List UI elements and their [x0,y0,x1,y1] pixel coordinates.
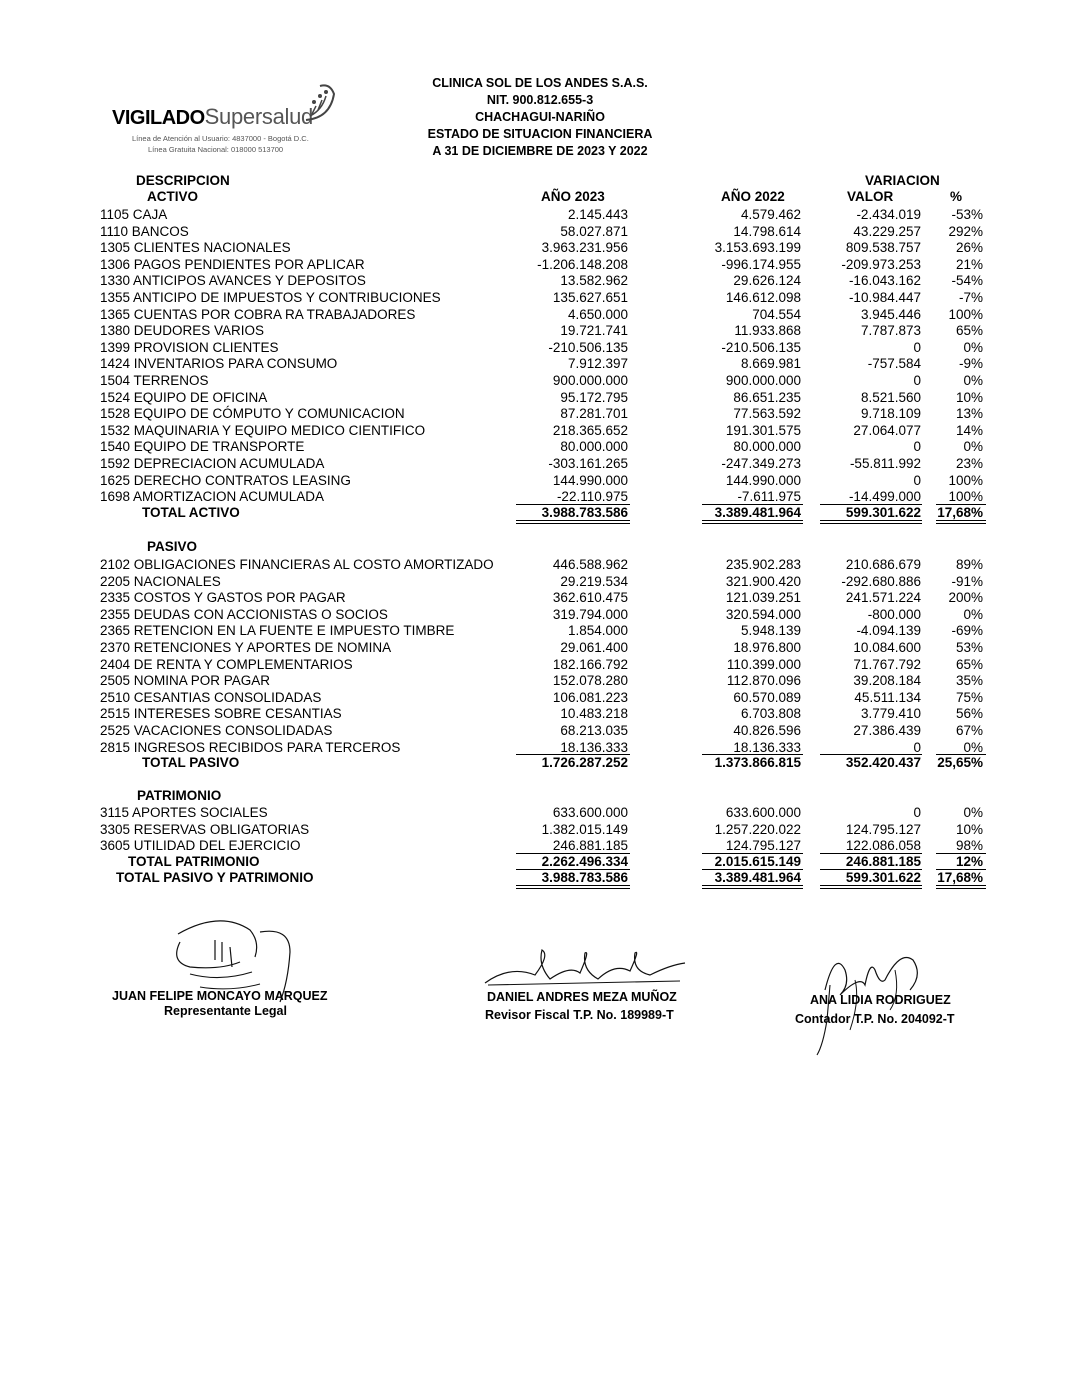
row-amount-2023: 68.213.035 [560,723,628,738]
logo-brand-bold: VIGILADO [112,107,205,129]
row-amount-2023: 58.027.871 [560,223,628,239]
total-pp-2022: 3.389.481.964 [714,870,801,885]
row-variacion-valor: 0 [913,339,921,355]
total-pasivo-patrimonio-row [0,869,1066,886]
row-variacion-valor: -800.000 [867,606,921,622]
total-pasivo-patrimonio-label: TOTAL PASIVO Y PATRIMONIO [116,870,314,885]
row-description: 1592 DEPRECIACION ACUMULADA [100,456,325,471]
total-pasivo-row [0,754,1066,771]
row-amount-2022: 80.000.000 [733,439,801,455]
table-row [0,837,1066,854]
table-row [0,422,1066,439]
row-amount-2023: 362.610.475 [552,590,628,606]
row-amount-2022: 112.870.096 [726,673,801,689]
row-description: 2510 CESANTIAS CONSOLIDADAS [100,689,322,705]
row-amount-2023: 10.483.218 [560,706,628,722]
row-amount-2023: -1.206.148.208 [537,256,628,272]
row-amount-2022: -7.611.975 [737,489,801,505]
table-row [0,389,1066,406]
signature-fiscal-icon [480,945,690,990]
double-underline [820,520,922,524]
row-variacion-valor: 27.386.439 [853,723,921,738]
report-date: A 31 DE DICIEMBRE DE 2023 Y 2022 [432,144,648,158]
row-description: 1355 ANTICIPO DE IMPUESTOS Y CONTRIBUCIONES [100,290,441,305]
contador-name: ANA LIDIA RODRIGUEZ [810,993,951,1007]
row-description: 1540 EQUIPO DE TRANSPORTE [100,439,305,455]
row-variacion-pct: 13% [955,406,983,422]
row-amount-2023: 13.582.962 [560,273,628,289]
row-amount-2023: 4.650.000 [567,306,628,322]
row-amount-2022: 235.902.283 [725,557,801,572]
row-description: 1110 BANCOS [100,223,189,239]
row-variacion-pct: 292% [948,223,983,239]
row-variacion-valor: 9.718.109 [860,406,921,422]
row-amount-2022: -247.349.273 [721,456,801,471]
row-variacion-valor: 7.787.873 [860,323,921,339]
row-amount-2023: 633.600.000 [552,805,628,820]
row-variacion-pct: -91% [951,573,983,589]
row-description: 1399 PROVISION CLIENTES [100,339,279,355]
col-descripcion: DESCRIPCION [136,173,230,188]
row-amount-2023: 182.166.792 [552,656,628,672]
row-variacion-pct: 21% [955,256,983,272]
table-row [0,821,1066,838]
row-description: 2404 DE RENTA Y COMPLEMENTARIOS [100,656,353,672]
row-variacion-valor: 0 [913,739,921,755]
double-underline [936,520,986,524]
row-variacion-valor: 45.511.134 [854,689,921,705]
row-amount-2022: 320.594.000 [725,606,801,622]
row-amount-2022: 704.554 [752,306,801,322]
row-amount-2023: 144.990.000 [552,472,628,488]
row-amount-2022: 8.669.981 [740,356,801,372]
company-name: CLINICA SOL DE LOS ANDES S.A.S. [432,76,648,90]
row-amount-2022: 86.651.235 [733,389,801,405]
row-variacion-pct: 35% [955,673,983,689]
row-amount-2023: 900.000.000 [552,373,628,388]
row-amount-2023: 246.881.185 [552,838,628,854]
row-variacion-valor: -4.094.139 [856,623,921,639]
row-amount-2023: -210.506.135 [548,339,628,355]
row-amount-2022: 900.000.000 [725,373,801,388]
row-amount-2023: 218.365.652 [552,422,628,438]
logo-line-2: Línea Gratuita Nacional: 018000 513700 [148,145,284,154]
total-activo-2023: 3.988.783.586 [541,505,628,520]
row-description: 1105 CAJA [100,207,168,222]
activo-title: ACTIVO [147,189,199,204]
table-row [0,804,1066,821]
total-activo-row [0,504,1066,521]
row-amount-2022: 633.600.000 [725,805,801,820]
row-variacion-pct: 100% [948,472,983,488]
total-pasivo-2023: 1.726.287.252 [541,755,628,770]
total-pp-pct: 17,68% [937,870,983,885]
fiscal-name: DANIEL ANDRES MEZA MUÑOZ [487,990,677,1004]
row-variacion-pct: 100% [948,306,983,322]
row-variacion-pct: -53% [951,207,983,222]
row-amount-2023: 1.854.000 [567,623,628,639]
row-variacion-valor: 3.779.410 [860,706,921,722]
row-description: 1532 MAQUINARIA Y EQUIPO MEDICO CIENTIFICO [100,422,426,438]
row-variacion-valor: 39.208.184 [853,673,921,689]
row-variacion-valor: 124.795.127 [845,821,921,837]
row-variacion-pct: 65% [955,656,983,672]
row-amount-2023: 87.281.701 [560,406,628,422]
row-variacion-valor: 0 [913,472,921,488]
table-row [0,322,1066,339]
company-location: CHACHAGUI-NARIÑO [475,110,605,124]
table-row [0,672,1066,689]
row-variacion-valor: 10.084.600 [853,640,921,655]
total-patrimonio-label: TOTAL PATRIMONIO [128,854,260,869]
row-amount-2023: 106.081.223 [552,689,628,705]
row-amount-2023: 2.145.443 [567,207,628,222]
row-variacion-valor: -757.584 [867,356,921,372]
row-description: 1306 PAGOS PENDIENTES POR APLICAR [100,256,365,272]
row-amount-2022: 110.399.000 [726,656,801,672]
col-variacion: VARIACION [865,173,940,188]
table-row [0,622,1066,639]
total-activo-label: TOTAL ACTIVO [142,505,240,520]
double-underline [702,885,803,889]
row-amount-2023: 19.721.741 [560,323,628,339]
total-activo-valor: 599.301.622 [845,505,921,520]
row-variacion-pct: 89% [955,557,983,572]
row-variacion-valor: -16.043.162 [848,273,921,289]
row-description: 2525 VACACIONES CONSOLIDADAS [100,723,333,738]
row-variacion-pct: 100% [948,489,983,505]
report-header [330,75,750,160]
row-amount-2022: 3.153.693.199 [714,240,801,256]
row-amount-2022: -996.174.955 [721,256,801,272]
row-amount-2022: 77.563.592 [733,406,801,422]
row-variacion-pct: 10% [955,821,983,837]
row-variacion-valor: -14.499.000 [848,489,921,505]
row-amount-2023: 446.588.962 [552,557,628,572]
logo-brand-light: Supersalud [204,104,313,129]
table-row [0,289,1066,306]
row-variacion-pct: 26% [955,240,983,256]
row-description: 3115 APORTES SOCIALES [100,805,268,820]
row-amount-2022: 40.826.596 [733,723,801,738]
row-amount-2023: 29.061.400 [560,640,628,655]
table-row [0,223,1066,240]
row-amount-2022: 11.933.868 [734,323,801,339]
table-row [0,306,1066,323]
table-row [0,589,1066,606]
total-patrimonio-valor: 246.881.185 [845,854,921,869]
row-variacion-pct: 0% [963,805,983,820]
row-variacion-valor: -55.811.992 [849,456,921,471]
row-amount-2022: 124.795.127 [725,838,801,854]
row-amount-2022: 5.948.139 [740,623,801,639]
contador-role: Contador T.P. No. 204092-T [795,1012,955,1026]
total-activo-pct: 17,68% [937,505,983,520]
row-variacion-valor: -292.680.886 [841,573,921,589]
row-amount-2023: 95.172.795 [560,389,628,405]
row-description: 2815 INGRESOS RECIBIDOS PARA TERCEROS [100,739,401,755]
row-description: 1528 EQUIPO DE CÓMPUTO Y COMUNICACION [100,406,405,422]
row-description: 3305 RESERVAS OBLIGATORIAS [100,821,310,837]
row-variacion-pct: 0% [963,339,983,355]
total-patrimonio-row [0,853,1066,870]
row-amount-2022: 6.703.808 [740,706,801,722]
fiscal-role: Revisor Fiscal T.P. No. 189989-T [485,1008,674,1022]
col-valor: VALOR [847,189,894,204]
table-row [0,606,1066,623]
total-pp-valor: 599.301.622 [845,870,921,885]
row-variacion-valor: 71.767.792 [853,656,921,672]
row-description: 1504 TERRENOS [100,373,209,388]
row-amount-2023: -22.110.975 [556,489,628,505]
row-variacion-pct: 53% [955,640,983,655]
table-row [0,438,1066,455]
row-description: 3605 UTILIDAD DEL EJERCICIO [100,838,301,854]
table-row [0,355,1066,372]
row-amount-2023: 135.627.651 [552,290,628,305]
total-activo-2022: 3.389.481.964 [714,505,801,520]
row-variacion-pct: 56% [955,706,983,722]
table-row [0,639,1066,656]
row-amount-2022: 29.626.124 [733,273,801,289]
row-description: 1524 EQUIPO DE OFICINA [100,389,268,405]
double-underline [516,885,630,889]
row-description: 2365 RETENCION EN LA FUENTE E IMPUESTO TIMBRE [100,623,455,639]
table-row [0,405,1066,422]
row-variacion-valor: 43.229.257 [853,223,921,239]
row-variacion-valor: 241.571.224 [845,590,921,606]
row-description: 1305 CLIENTES NACIONALES [100,240,291,256]
row-amount-2022: 144.990.000 [725,472,801,488]
table-row [0,239,1066,256]
table-row [0,488,1066,505]
total-pasivo-2022: 1.373.866.815 [714,755,801,770]
row-variacion-valor: -10.984.447 [848,290,921,305]
row-variacion-pct: 200% [948,590,983,606]
row-amount-2022: 121.039.251 [725,590,801,606]
total-patrimonio-2022: 2.015.615.149 [714,854,801,869]
table-row [0,722,1066,739]
row-amount-2022: 321.900.420 [725,573,801,589]
row-description: 1698 AMORTIZACION ACUMULADA [100,489,325,505]
row-variacion-pct: 0% [963,606,983,622]
row-amount-2022: 1.257.220.022 [714,821,801,837]
row-variacion-pct: 14% [955,422,983,438]
row-amount-2022: 60.570.089 [733,689,801,705]
total-pasivo-pct: 25,65% [937,755,983,770]
col-ano-2023: AÑO 2023 [541,189,605,204]
table-row [0,256,1066,273]
row-amount-2022: 14.798.614 [733,223,801,239]
total-pasivo-label: TOTAL PASIVO [142,755,240,770]
row-description: 2355 DEUDAS CON ACCIONISTAS O SOCIOS [100,606,388,622]
row-variacion-valor: 122.086.058 [845,838,921,854]
row-variacion-pct: 75% [955,689,983,705]
row-variacion-pct: 23% [955,456,983,471]
total-patrimonio-2023: 2.262.496.334 [541,854,628,869]
row-amount-2023: 3.963.231.956 [541,240,628,256]
row-description: 2515 INTERESES SOBRE CESANTIAS [100,706,342,722]
total-pp-2023: 3.988.783.586 [541,870,628,885]
table-row [0,656,1066,673]
patrimonio-title: PATRIMONIO [137,788,222,803]
table-row [0,372,1066,389]
row-variacion-pct: 0% [963,439,983,455]
legal-rep-name: JUAN FELIPE MONCAYO MARQUEZ [112,989,328,1003]
row-description: 1365 CUENTAS POR COBRA RA TRABAJADORES [100,306,416,322]
row-variacion-valor: 27.064.077 [853,422,921,438]
row-variacion-valor: 0 [913,805,921,820]
row-amount-2023: 1.382.015.149 [541,821,628,837]
row-description: 2102 OBLIGACIONES FINANCIERAS AL COSTO AMORTIZADO [100,557,494,572]
row-variacion-pct: 67% [955,723,983,738]
row-variacion-valor: 0 [913,373,921,388]
col-ano-2022: AÑO 2022 [721,189,785,204]
row-variacion-pct: 65% [955,323,983,339]
row-amount-2023: 319.794.000 [552,606,628,622]
row-description: 2370 RETENCIONES Y APORTES DE NOMINA [100,640,392,655]
table-row [0,339,1066,356]
row-variacion-pct: -9% [958,356,983,372]
logo-wordmark [112,104,313,130]
row-amount-2022: 146.612.098 [725,290,801,305]
table-row [0,472,1066,489]
row-variacion-valor: -209.973.253 [841,256,921,272]
row-description: 1625 DERECHO CONTRATOS LEASING [100,472,351,488]
row-amount-2023: 29.219.534 [560,573,628,589]
table-row [0,573,1066,590]
row-amount-2022: -210.506.135 [721,339,801,355]
row-amount-2023: 80.000.000 [560,439,628,455]
total-pasivo-valor: 352.420.437 [845,755,921,770]
double-underline [936,885,986,889]
supersalud-logo [112,80,352,160]
table-row [0,556,1066,573]
row-amount-2023: 18.136.333 [560,739,628,755]
row-amount-2023: -303.161.265 [548,456,628,471]
company-nit: NIT. 900.812.655-3 [486,93,594,107]
row-variacion-valor: 210.686.679 [845,557,921,572]
row-amount-2022: 4.579.462 [740,207,801,222]
row-variacion-pct: 0% [963,739,983,755]
row-amount-2022: 18.136.333 [733,739,801,755]
table-row [0,689,1066,706]
row-description: 2335 COSTOS Y GASTOS POR PAGAR [100,590,346,606]
total-patrimonio-pct: 12% [955,854,983,869]
report-title: ESTADO DE SITUACION FINANCIERA [427,127,653,141]
row-amount-2022: 18.976.800 [733,640,801,655]
row-description: 1330 ANTICIPOS AVANCES Y DEPOSITOS [100,273,366,289]
row-amount-2022: 191.301.575 [725,422,801,438]
row-variacion-valor: -2.434.019 [856,207,921,222]
row-variacion-valor: 8.521.560 [860,389,921,405]
double-underline [516,520,630,524]
row-variacion-pct: 0% [963,373,983,388]
legal-rep-role: Representante Legal [164,1004,287,1018]
table-row [0,705,1066,722]
row-variacion-pct: 98% [955,838,983,854]
table-row [0,206,1066,223]
table-row [0,455,1066,472]
row-variacion-pct: 10% [955,389,983,405]
col-pct: % [950,189,963,204]
double-underline [820,885,922,889]
row-variacion-pct: -7% [958,290,983,305]
row-description: 1424 INVENTARIOS PARA CONSUMO [100,356,338,372]
row-description: 2505 NOMINA POR PAGAR [100,673,271,689]
pasivo-title: PASIVO [147,539,198,554]
row-variacion-valor: 809.538.757 [845,240,921,256]
row-variacion-valor: 3.945.446 [860,306,921,322]
row-variacion-pct: -54% [951,273,983,289]
row-variacion-valor: 0 [913,439,921,455]
double-underline [702,520,803,524]
row-amount-2023: 152.078.280 [552,673,628,689]
table-row [0,272,1066,289]
row-description: 2205 NACIONALES [100,573,221,589]
logo-line-1: Línea de Atención al Usuario: 4837000 - Bogotá D.C. [132,134,309,143]
row-description: 1380 DEUDORES VARIOS [100,323,265,339]
row-variacion-pct: -69% [951,623,983,639]
row-amount-2023: 7.912.397 [567,356,628,372]
